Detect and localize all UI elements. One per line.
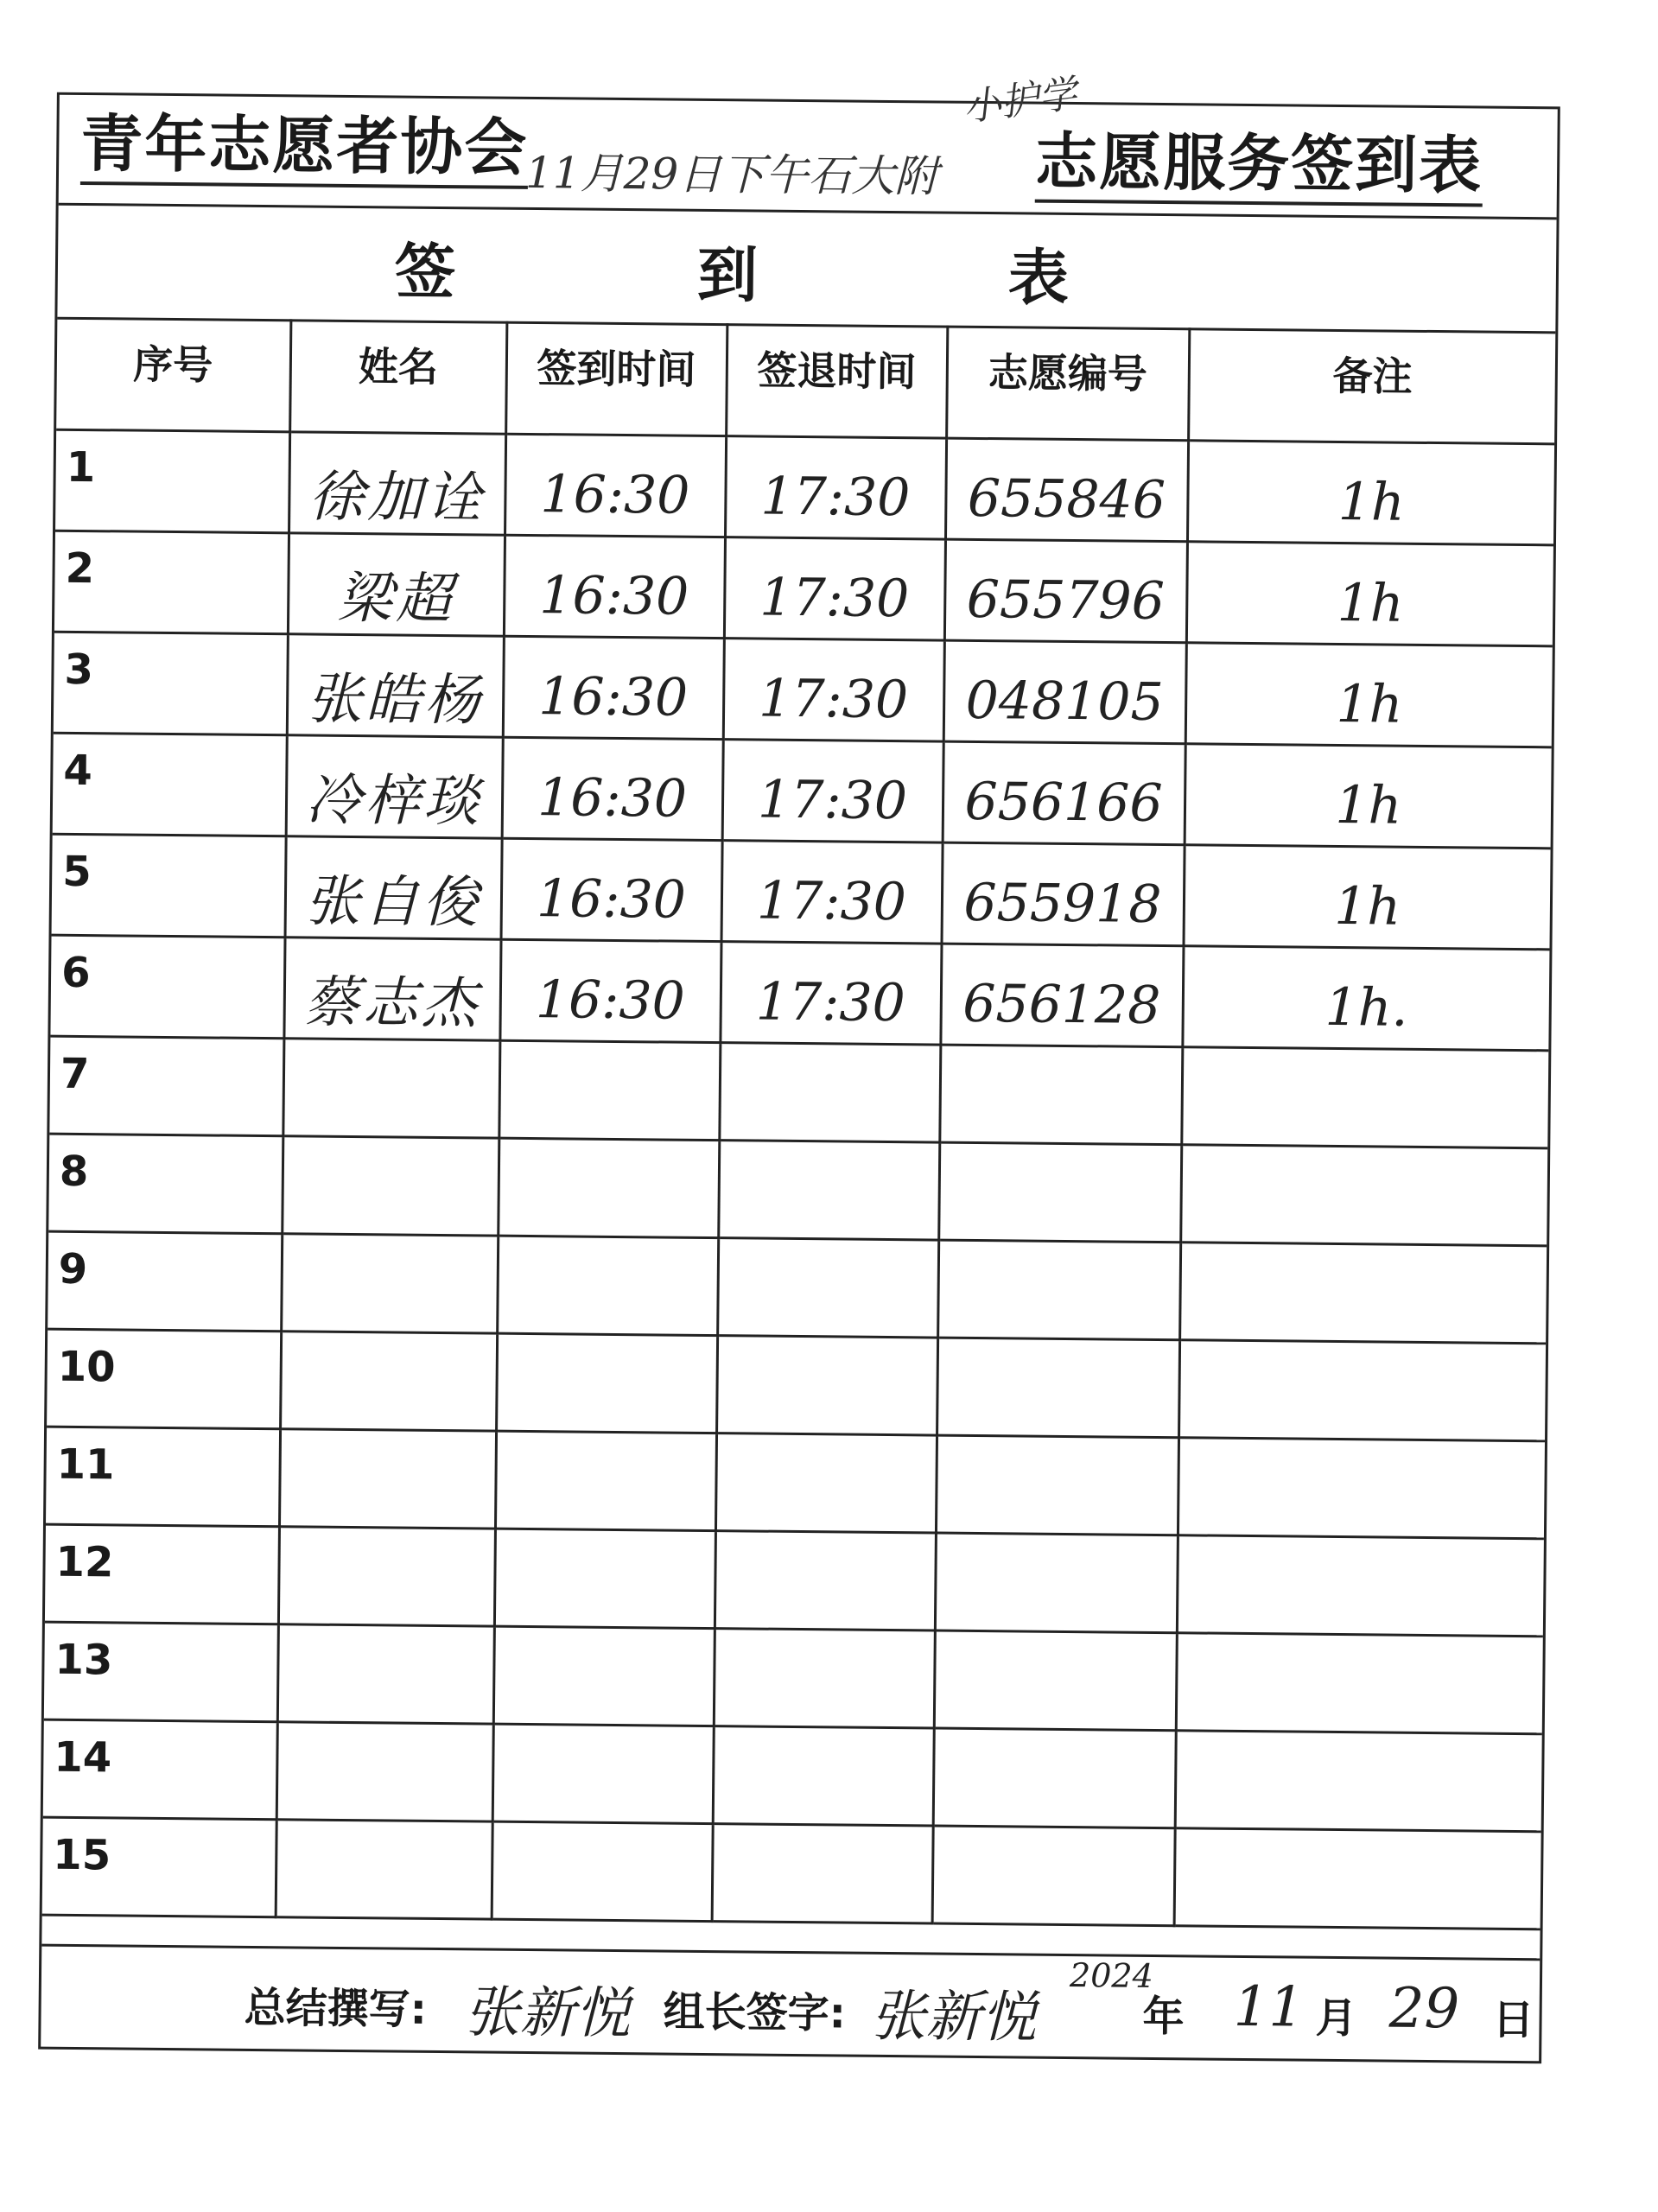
handwritten-note: 1h	[1335, 774, 1402, 836]
cell-signout	[714, 1628, 935, 1727]
cell-note	[1177, 1535, 1544, 1636]
handwritten-name: 徐加诠	[308, 465, 486, 531]
month-label: 月	[1315, 1993, 1357, 2044]
cell-name	[279, 1428, 496, 1528]
handwritten-signout: 17:30	[757, 769, 908, 831]
handwritten-note: 1h	[1336, 673, 1403, 735]
cell-no	[48, 1231, 282, 1332]
handwritten-signin: 16:30	[536, 868, 687, 931]
cell-note	[1182, 945, 1549, 1050]
cell-signout	[722, 739, 943, 842]
cell-no	[50, 935, 284, 1039]
row-index: 8	[59, 1147, 89, 1196]
cell-note	[1174, 1827, 1541, 1929]
row-index: 6	[60, 948, 91, 997]
row-index: 10	[57, 1342, 116, 1391]
cell-name	[287, 633, 504, 736]
cell-note	[1178, 1437, 1545, 1538]
col-header-signout: 签退时间	[726, 323, 947, 437]
table-row	[47, 1329, 1546, 1441]
cell-name	[288, 532, 505, 635]
handwritten-name: 张皓杨	[306, 667, 484, 733]
cell-signin	[504, 535, 725, 638]
cell-signout	[712, 1823, 933, 1923]
handwritten-vol-id: 656128	[962, 973, 1161, 1036]
table-row	[54, 531, 1553, 646]
cell-vol-id	[939, 1045, 1182, 1145]
cell-note	[1180, 1144, 1547, 1245]
cell-vol-id	[936, 1435, 1178, 1535]
cell-name	[277, 1624, 494, 1723]
table-row	[46, 1427, 1545, 1539]
cell-no	[55, 429, 289, 533]
cell-signout	[715, 1530, 936, 1630]
cell-note	[1186, 541, 1553, 645]
cell-name	[285, 836, 502, 938]
cell-signin	[499, 1040, 720, 1140]
cell-name	[289, 431, 505, 534]
cell-signin	[495, 1431, 716, 1530]
cell-signin	[493, 1626, 715, 1726]
form-title: 志愿服务签到表	[1035, 124, 1483, 207]
cell-signin	[501, 838, 722, 941]
table-header-row	[56, 317, 1555, 444]
table-row	[52, 834, 1551, 950]
table-row	[55, 429, 1554, 545]
handwritten-signin: 16:30	[535, 969, 686, 1032]
handwritten-vol-id: 655846	[967, 467, 1166, 531]
summary-writer-signature: 张新悦	[464, 1980, 631, 2047]
table-row	[44, 1622, 1543, 1734]
cell-signin	[496, 1333, 717, 1433]
cell-signin	[497, 1236, 718, 1335]
sign-in-sheet	[38, 72, 1560, 2064]
summary-writer-label: 总结撰写:	[244, 1983, 428, 2034]
cell-note	[1175, 1730, 1542, 1831]
row-index: 4	[63, 746, 93, 795]
cell-signin	[502, 737, 723, 840]
cell-note	[1185, 642, 1553, 747]
handwritten-signout: 17:30	[759, 567, 910, 629]
banner-char-3: 表	[1007, 242, 1070, 314]
cell-vol-id	[933, 1728, 1176, 1828]
handwritten-event-note-2: 小护学	[960, 72, 1080, 130]
row-index: 12	[55, 1537, 114, 1586]
cell-vol-id	[942, 842, 1185, 946]
sheet-header	[59, 72, 1558, 220]
cell-signin	[498, 1138, 719, 1237]
row-index: 3	[64, 645, 94, 694]
handwritten-signout: 17:30	[758, 668, 909, 730]
handwritten-note: 1h.	[1324, 976, 1408, 1039]
cell-note	[1178, 1339, 1546, 1440]
row-index: 1	[66, 442, 96, 492]
cell-signin	[492, 1821, 713, 1921]
cell-vol-id	[945, 438, 1188, 542]
cell-name	[281, 1233, 498, 1332]
cell-signout	[718, 1140, 939, 1239]
cell-signout	[717, 1237, 938, 1337]
day-label: 日	[1492, 1995, 1534, 2045]
handwritten-vol-id: 048105	[965, 670, 1165, 733]
attendance-table	[42, 317, 1556, 1930]
handwritten-name: 张自俊	[304, 869, 482, 935]
cell-no	[44, 1622, 278, 1722]
handwritten-note: 1h	[1333, 875, 1401, 938]
table-row	[43, 1719, 1542, 1832]
cell-vol-id	[937, 1338, 1179, 1438]
table-row	[42, 1817, 1541, 1929]
org-title: 青年志愿者协会	[80, 105, 529, 189]
table-row	[49, 1036, 1548, 1148]
col-header-no: 序号	[56, 317, 290, 432]
table-row	[48, 1134, 1547, 1246]
cell-note	[1183, 844, 1550, 949]
cell-vol-id	[943, 640, 1186, 744]
row-index: 13	[54, 1635, 113, 1684]
handwritten-note: 1h	[1337, 471, 1405, 533]
cell-signin	[492, 1724, 714, 1823]
row-index: 7	[60, 1049, 90, 1098]
cell-no	[54, 531, 289, 634]
row-index: 15	[53, 1830, 111, 1879]
row-index: 2	[65, 543, 95, 593]
cell-name	[276, 1819, 492, 1918]
handwritten-signin: 16:30	[539, 564, 689, 627]
cell-name	[276, 1721, 493, 1821]
table-row	[50, 935, 1549, 1051]
cell-note	[1185, 743, 1552, 848]
cell-no	[52, 834, 286, 938]
cell-vol-id	[932, 1826, 1175, 1926]
cell-name	[283, 937, 500, 1039]
cell-note	[1176, 1632, 1543, 1733]
group-leader-signature: 张新悦	[870, 1984, 1037, 2050]
handwritten-vol-id: 655918	[963, 872, 1162, 935]
cell-no	[47, 1329, 281, 1429]
handwritten-vol-id: 656166	[964, 771, 1163, 834]
group-leader-label: 组长签字:	[663, 1987, 847, 2038]
cell-note	[1179, 1242, 1547, 1343]
row-index: 11	[56, 1440, 115, 1489]
cell-name	[283, 1038, 499, 1137]
cell-no	[53, 733, 287, 836]
handwritten-signout: 17:30	[756, 870, 907, 932]
cell-name	[278, 1526, 495, 1625]
table-row	[54, 632, 1553, 747]
row-index: 9	[58, 1244, 88, 1294]
banner-char-2: 到	[696, 238, 759, 311]
handwritten-name: 梁超	[336, 566, 455, 632]
handwritten-day: 29	[1388, 1976, 1460, 2042]
col-header-name: 姓名	[289, 319, 506, 433]
col-header-vol-id: 志愿编号	[946, 326, 1189, 441]
cell-vol-id	[943, 741, 1185, 845]
cell-signout	[719, 1042, 940, 1141]
handwritten-month: 11	[1233, 1974, 1305, 2040]
cell-no	[48, 1134, 283, 1234]
table-row	[45, 1524, 1544, 1637]
handwritten-signin: 16:30	[540, 463, 690, 526]
handwritten-signout: 17:30	[755, 971, 906, 1033]
cell-name	[280, 1331, 497, 1430]
handwritten-name: 冷梓琰	[305, 768, 483, 834]
cell-signin	[494, 1529, 715, 1628]
row-index: 14	[54, 1732, 112, 1782]
cell-vol-id	[944, 539, 1187, 643]
cell-vol-id	[940, 944, 1183, 1047]
handwritten-note: 1h	[1337, 572, 1404, 634]
table-row	[48, 1231, 1547, 1344]
cell-note	[1181, 1046, 1548, 1147]
cell-signout	[713, 1726, 934, 1825]
handwritten-year: 2024	[1069, 1956, 1153, 1995]
banner-char-1: 签	[394, 236, 456, 308]
cell-vol-id	[934, 1630, 1177, 1731]
cell-signout	[725, 435, 946, 538]
cell-signout	[723, 638, 944, 741]
cell-no	[43, 1719, 277, 1820]
handwritten-signin: 16:30	[537, 766, 688, 830]
cell-note	[1187, 440, 1554, 544]
cell-signout	[724, 537, 945, 639]
cell-vol-id	[938, 1142, 1181, 1243]
handwritten-vol-id: 655796	[966, 569, 1166, 632]
cell-signin	[499, 939, 721, 1042]
cell-signout	[721, 840, 943, 943]
cell-vol-id	[935, 1533, 1178, 1633]
sheet-footer	[41, 1944, 1540, 2062]
handwritten-signin: 16:30	[537, 665, 689, 728]
col-header-signin: 签到时间	[505, 321, 727, 435]
cell-vol-id	[937, 1240, 1180, 1340]
banner-title	[57, 203, 1556, 334]
cell-signout	[715, 1433, 937, 1532]
handwritten-event-note: 11月29日下午石大附	[524, 147, 938, 202]
cell-no	[46, 1427, 280, 1527]
handwritten-name: 蔡志杰	[303, 969, 481, 1036]
cell-no	[45, 1524, 279, 1624]
cell-no	[49, 1036, 283, 1136]
cell-name	[286, 734, 503, 837]
cell-no	[54, 632, 288, 735]
table-row	[53, 733, 1552, 849]
handwritten-signout: 17:30	[760, 466, 911, 528]
cell-name	[282, 1135, 499, 1235]
cell-signout	[720, 941, 941, 1044]
cell-no	[42, 1817, 276, 1917]
cell-signout	[716, 1335, 937, 1434]
cell-signin	[505, 434, 726, 537]
year-label: 年	[1142, 1992, 1185, 2042]
row-index: 5	[61, 847, 92, 896]
col-header-note: 备注	[1188, 327, 1555, 443]
cell-signin	[503, 636, 724, 739]
